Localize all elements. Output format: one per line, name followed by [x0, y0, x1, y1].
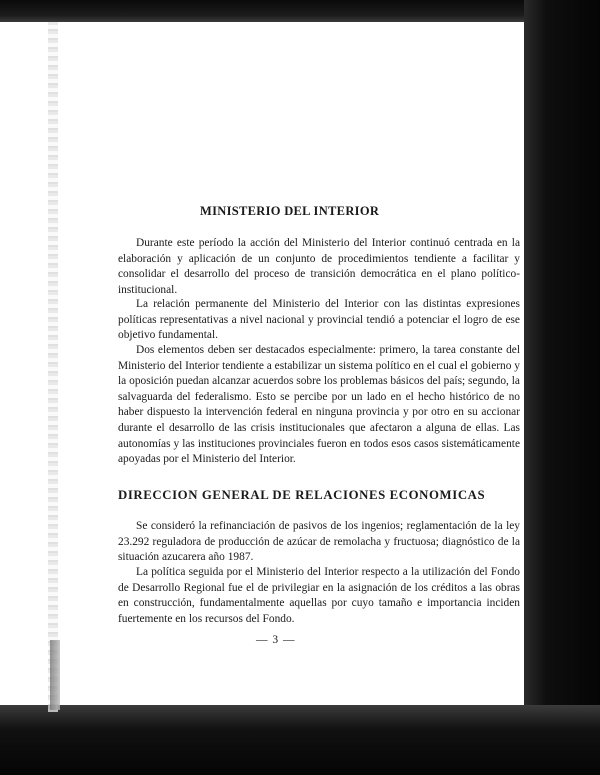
page-binding-shadow — [50, 640, 60, 710]
document-page — [60, 22, 524, 705]
section-title-relaciones-economicas: DIRECCION GENERAL DE RELACIONES ECONOMICAS — [118, 488, 486, 502]
paragraph: Dos elementos deben ser destacados especialmente: primero, la tarea constante del Ministerio del Interior tendiente a estabilizar un sistema político en el cual el gobierno y la oposición puedan alcanzar acuerdos sobre los problemas básicos del país; segundo, la salvaguarda del federalismo. Esto se percibe por un lado en el hecho histórico de no haber dispuesto la intervención federal en ninguna provincia y por otro en su accionar durante el desarrollo de las crisis institucionales que afectaron a alguna de ellas. Las autonomías y las instituciones provinciales fueron en todos esos casos sistemáticamente apoyadas por el Ministerio del Interior. — [118, 344, 520, 466]
paragraph: La política seguida por el Ministerio del Interior respecto a la utilización del Fondo de Desarrollo Regional fue el de privilegiar en la asignación de los créditos a las obras en construcción, fundamentalmente aquellas por cuyo tamaño e importancia inciden fuertemente en los recursos del Fondo. — [118, 566, 520, 625]
page-binding-edge — [48, 22, 58, 712]
section-title-ministerio: MINISTERIO DEL INTERIOR — [200, 204, 380, 218]
paragraph: La relación permanente del Ministerio del Interior con las distintas expresiones políticas representativas a nivel nacional y provincial tendió a potenciar el logro de ese objetivo fundamental. — [118, 298, 520, 342]
paragraph: Se consideró la refinanciación de pasivos de los ingenios; reglamentación de la ley 23.292 reguladora de producción de azúcar de remolacha y fructuosa; diagnóstico de la situación azucarera año 1987. — [118, 520, 520, 564]
scan-border-top — [0, 0, 600, 22]
scan-border-right — [524, 0, 600, 775]
paragraph: Durante este período la acción del Ministerio del Interior continuó centrada en la elaboración y aplicación de un conjunto de procedimientos tendiente a facilitar y consolidar el desarrollo del proceso de transición democrática en el plano político-institucional. — [118, 237, 520, 296]
page-number: — 3 — — [256, 634, 296, 646]
scan-border-bottom — [0, 705, 600, 775]
